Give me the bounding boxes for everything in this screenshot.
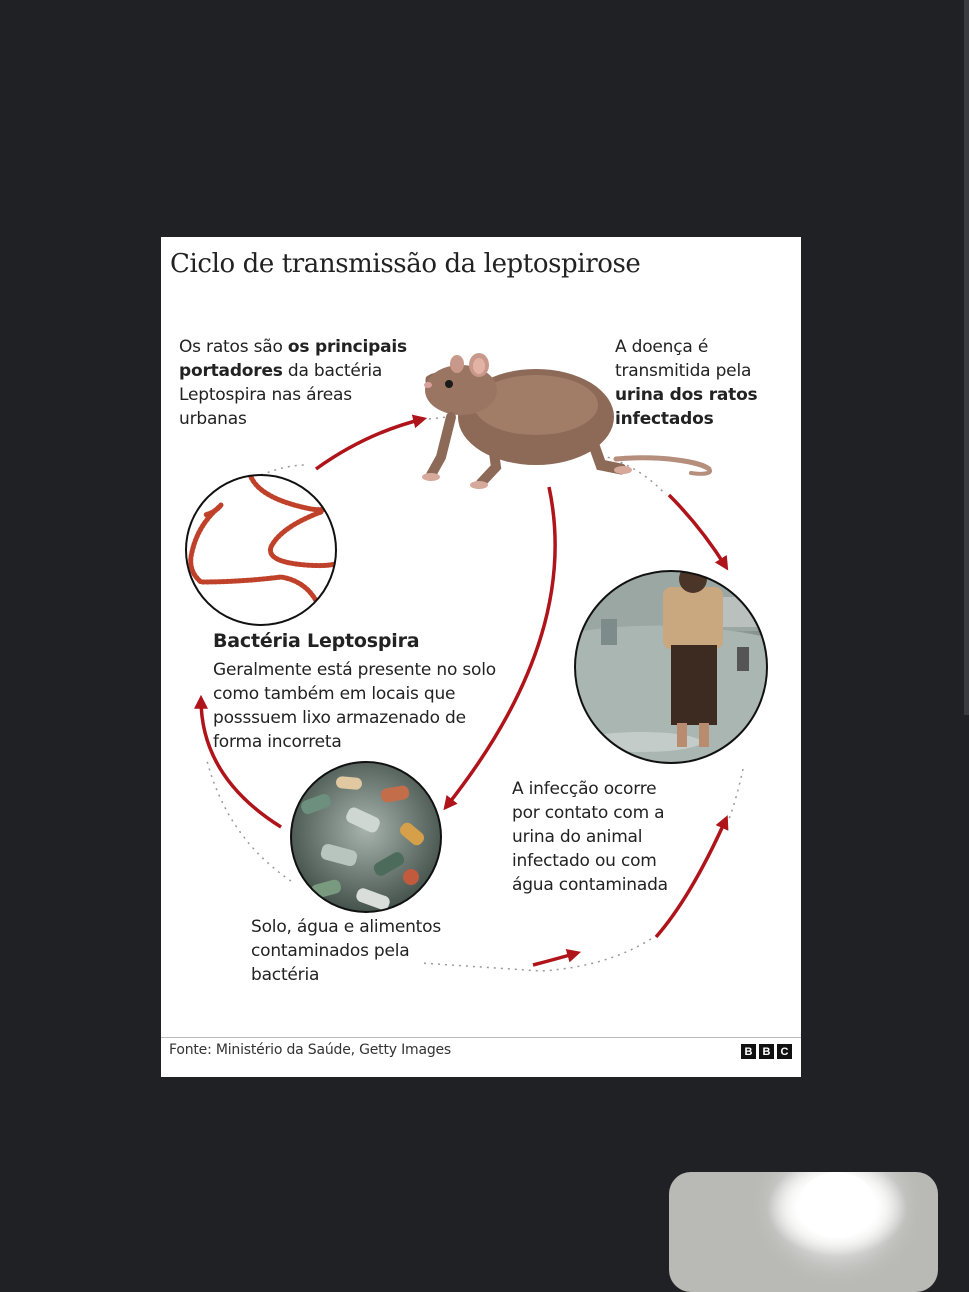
source-credit: Fonte: Ministério da Saúde, Getty Images xyxy=(169,1042,452,1058)
scrollbar[interactable] xyxy=(964,0,969,715)
urine-transmission-text xyxy=(615,335,795,431)
infographic-title: Ciclo de transmissão da leptospirose xyxy=(170,249,641,279)
urine-text-part1: A doença é transmitida pela xyxy=(615,337,752,381)
bbc-logo-letter: B xyxy=(741,1044,756,1059)
arrow-to-flood xyxy=(669,495,726,567)
trash-photo xyxy=(291,762,441,912)
bacteria-description: Geralmente está presente no solo como também em locais que posssuem lixo armazenado de forma incorreta xyxy=(213,660,496,752)
camera-preview-overlay[interactable] xyxy=(669,1172,938,1292)
footer-divider xyxy=(161,1037,801,1038)
rats-text-part2: da bactéria Leptospira nas áreas urbanas xyxy=(179,361,383,429)
flood-water-photo xyxy=(575,565,771,767)
bbc-logo xyxy=(741,1044,792,1059)
bacteria-heading: Bactéria Leptospira xyxy=(213,630,420,652)
rats-text-bold: os principais portadores xyxy=(179,337,407,381)
rats-carriers-text xyxy=(179,335,424,431)
camera-light-glare xyxy=(799,1172,875,1238)
rats-text-part1: Os ratos são xyxy=(179,337,288,357)
arrow-rat-to-trash xyxy=(446,487,555,807)
infection-contact-text: A infecção ocorre por contato com a urina do animal infectado ou com água contaminada xyxy=(512,779,668,895)
bbc-logo-letter: C xyxy=(777,1044,792,1059)
soil-water-food-text: Solo, água e alimentos contaminados pela bactéria xyxy=(251,917,441,985)
infographic-card xyxy=(161,237,801,1077)
bbc-logo-letter: B xyxy=(759,1044,774,1059)
arrow-bottom-segment xyxy=(533,953,577,965)
urine-text-bold: urina dos ratos infectados xyxy=(615,385,758,429)
bacteria-image xyxy=(186,475,341,625)
